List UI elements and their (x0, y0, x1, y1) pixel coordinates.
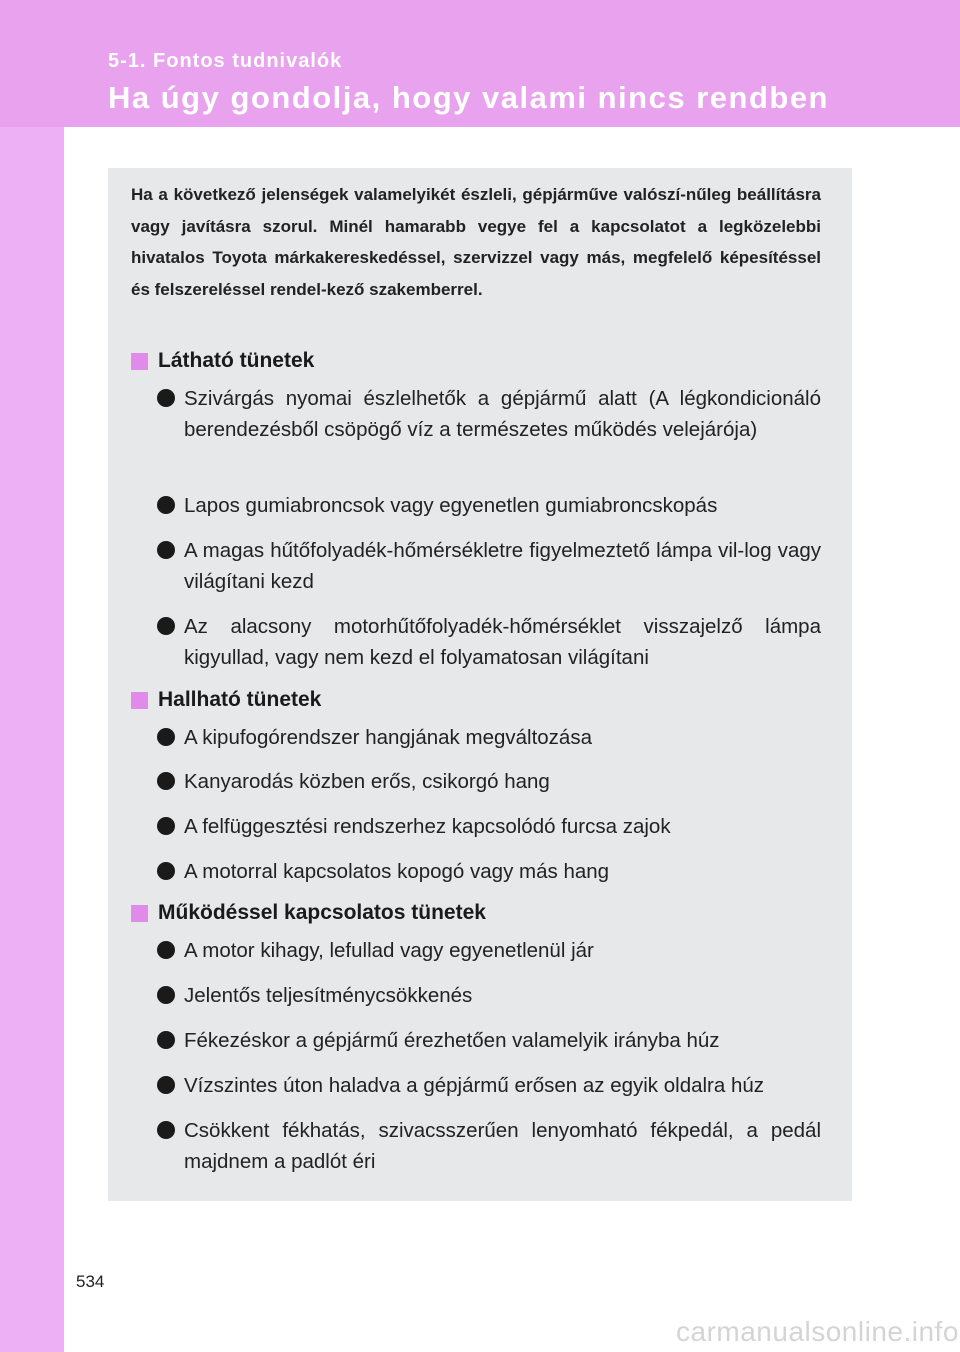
list-item-text: A motor kihagy, lefullad vagy egyenetlenül jár (184, 939, 594, 962)
section-title: Működéssel kapcsolatos tünetek (158, 901, 486, 924)
section-title: Hallható tünetek (158, 688, 322, 711)
bullet-dot-icon (157, 541, 175, 559)
list-item-text: Szivárgás nyomai észlelhetők a gépjármű alatt (A légkondicionáló berendezésből csöpögő víz a természetes működés velejárója) (184, 387, 821, 441)
section-title: Látható tünetek (158, 349, 315, 372)
bullet-dot-icon (157, 862, 175, 880)
intro-paragraph: Ha a következő jelenségek valamelyikét észleli, gépjárműve valószí-nűleg beállításra vagy javításra szorul. Minél hamarabb vegye fel a kapcsolatot a legközelebbi hivatalos Toyota márkakereskedéssel, szervizzel vagy más, megfelelő képesítéssel és felszereléssel rendel-kező szakemberrel. (131, 185, 821, 299)
list-item (157, 766, 821, 797)
section-heading-operational (131, 901, 486, 925)
bullet-dot-icon (157, 941, 175, 959)
list-item (157, 935, 821, 966)
list-item-text: Vízszintes úton haladva a gépjármű erősen az egyik oldalra húz (184, 1074, 765, 1097)
square-bullet-icon (131, 353, 148, 370)
bullet-dot-icon (157, 728, 175, 746)
list-item-text: Kanyarodás közben erős, csikorgó hang (184, 770, 550, 793)
list-item (157, 1115, 821, 1177)
bullet-dot-icon (157, 1031, 175, 1049)
list-item-text: A magas hűtőfolyadék-hőmérsékletre figyelmeztető lámpa vil-log vagy világítani kezd (184, 539, 821, 593)
list-item (157, 1025, 821, 1056)
list-item (157, 383, 821, 445)
square-bullet-icon (131, 692, 148, 709)
list-item-text: A motorral kapcsolatos kopogó vagy más hang (184, 860, 610, 883)
bullet-dot-icon (157, 772, 175, 790)
page-title: Ha úgy gondolja, hogy valami nincs rendben (108, 80, 829, 115)
bullet-dot-icon (157, 986, 175, 1004)
list-item (157, 611, 821, 673)
list-item (157, 490, 821, 521)
square-bullet-icon (131, 905, 148, 922)
list-item (157, 811, 821, 842)
bullet-dot-icon (157, 389, 175, 407)
list-item (157, 535, 821, 597)
list-item (157, 856, 821, 887)
bullet-dot-icon (157, 1076, 175, 1094)
list-item (157, 1070, 821, 1101)
page-header (0, 0, 960, 127)
list-item-text: Jelentős teljesítménycsökkenés (184, 984, 473, 1007)
list-item (157, 722, 821, 753)
list-item-text: A kipufogórendszer hangjának megváltozása (184, 726, 592, 749)
list-item (157, 980, 821, 1011)
list-item-text: Lapos gumiabroncsok vagy egyenetlen gumiabroncskopás (184, 494, 718, 517)
section-label: 5-1. Fontos tudnivalók (108, 50, 343, 72)
bullet-dot-icon (157, 617, 175, 635)
list-item-text: A felfüggesztési rendszerhez kapcsolódó furcsa zajok (184, 815, 671, 838)
section-heading-visible (131, 349, 314, 373)
bullet-dot-icon (157, 1121, 175, 1139)
watermark: carmanualsonline.info (676, 1316, 959, 1347)
list-item-text: Fékezéskor a gépjármű érezhetően valamelyik irányba húz (184, 1029, 720, 1052)
bullet-dot-icon (157, 496, 175, 514)
bullet-dot-icon (157, 817, 175, 835)
section-heading-audible (131, 688, 321, 712)
list-item-text: Az alacsony motorhűtőfolyadék-hőmérséklet visszajelző lámpa kigyullad, vagy nem kezd el folyamatosan világítani (184, 615, 821, 669)
left-margin-band (0, 0, 64, 1352)
page-number: 534 (76, 1272, 105, 1291)
list-item-text: Csökkent fékhatás, szivacsszerűen lenyomható fékpedál, a pedál majdnem a padlót éri (184, 1119, 821, 1173)
